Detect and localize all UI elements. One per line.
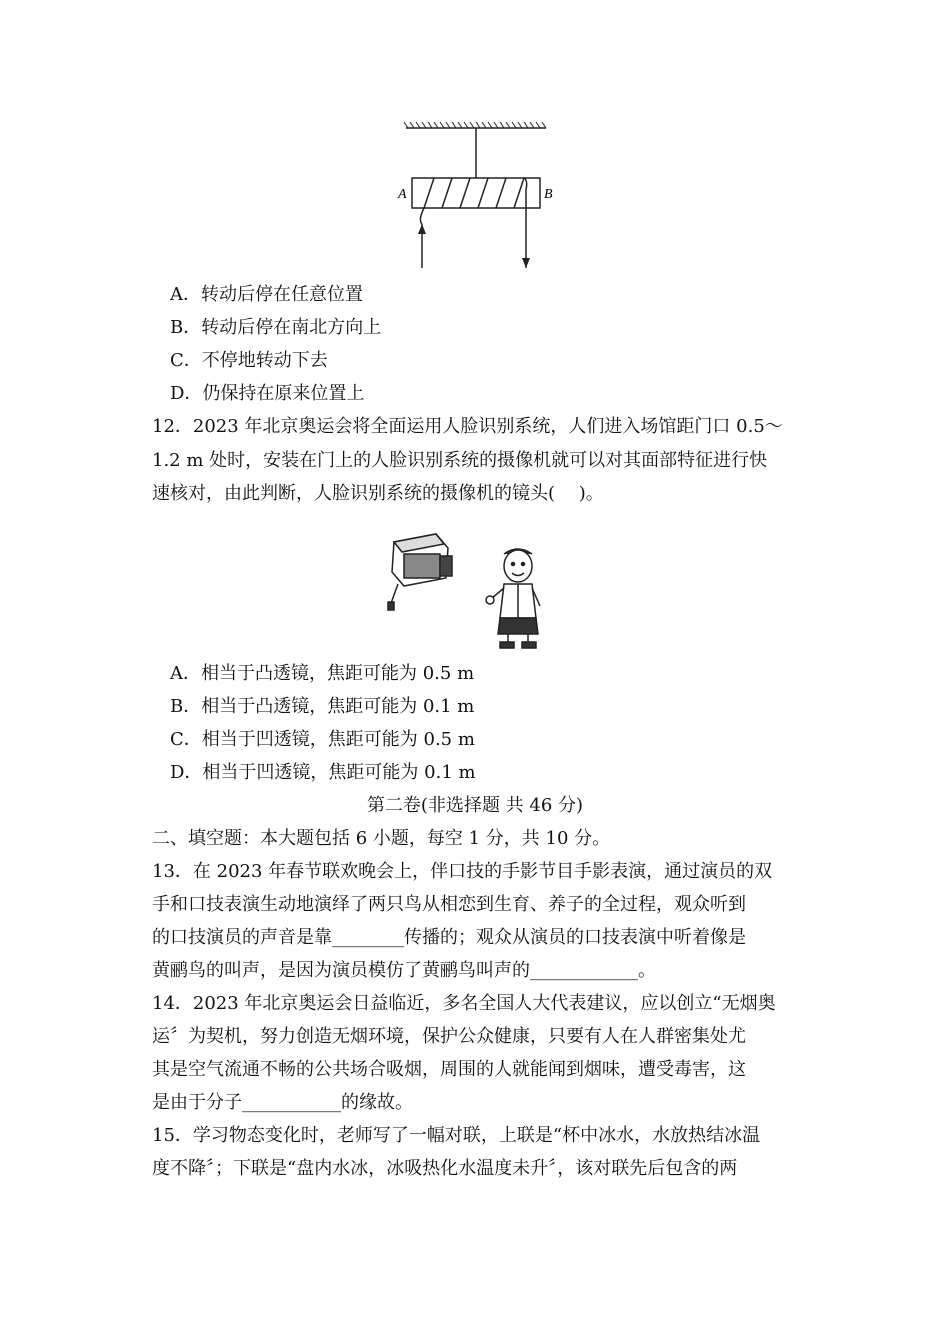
q14-line-2: 运〞为契机，努力创造无烟环境，保护公众健康，只要有人在人群密集处尤: [152, 1026, 746, 1047]
q11-option-c: C．不停地转动下去: [170, 350, 328, 371]
q14-line-4: 是由于分子___________的缘故。: [152, 1092, 413, 1113]
camera-and-person-figure: [384, 526, 564, 654]
q13-line-1: 13．在 2023 年春节联欢晚会上，伴口技的手影节目手影表演，通过演员的双: [152, 861, 773, 882]
boy-illustration: [486, 549, 540, 648]
section-title: 二、填空题：本大题包括 6 小题，每空 1 分，共 10 分。: [152, 828, 611, 849]
q12-option-a: A．相当于凸透镜，焦距可能为 0.5 m: [170, 663, 475, 684]
q12-line-1: 12．2023 年北京奥运会将全面运用人脸识别系统，人们进入场馆距门口 0.5～: [152, 416, 783, 437]
q14-line-3: 其是空气流通不畅的公共场合吸烟，周围的人就能闻到烟味，遭受毒害，这: [152, 1059, 746, 1080]
label-a: A: [398, 187, 407, 202]
q13-line-2: 手和口技表演生动地演绎了两只鸟从相恋到生育、养子的全过程，观众听到: [152, 894, 746, 915]
q12-option-b: B．相当于凸透镜，焦距可能为 0.1 m: [170, 696, 475, 717]
q11-option-d: D．仍保持在原来位置上: [170, 383, 365, 404]
q13-line-4: 黄鹂鸟的叫声，是因为演员模仿了黄鹂鸟叫声的____________。: [152, 960, 656, 981]
q12-line-2: 1.2 m 处时，安装在门上的人脸识别系统的摄像机就可以对其面部特征进行快: [152, 450, 768, 471]
q11-option-a: A．转动后停在任意位置: [170, 284, 363, 305]
q12-option-d: D．相当于凹透镜，焦距可能为 0.1 m: [170, 762, 476, 783]
q14-line-1: 14．2023 年北京奥运会日益临近，多名全国人大代表建议，应以创立“无烟奥: [152, 993, 776, 1014]
q13-line-3: 的口技演员的声音是靠________传播的；观众从演员的口技表演中听着像是: [152, 927, 746, 948]
label-b: B: [544, 187, 553, 202]
camera-icon: [388, 534, 452, 610]
electromagnet-figure: [394, 120, 554, 272]
q12-option-c: C．相当于凹透镜，焦距可能为 0.5 m: [170, 729, 475, 750]
q15-line-1: 15．学习物态变化时，老师写了一幅对联，上联是“杯中冰水，水放热结冰温: [152, 1125, 761, 1146]
q15-line-2: 度不降〞；下联是“盘内水冰，冰吸热化水温度未升〞，该对联先后包含的两: [152, 1158, 738, 1179]
q12-line-3: 速核对，由此判断，人脸识别系统的摄像机的镜头( )。: [152, 483, 604, 504]
part-two-title: 第二卷(非选择题 共 46 分): [366, 795, 584, 816]
q11-option-b: B．转动后停在南北方向上: [170, 317, 382, 338]
